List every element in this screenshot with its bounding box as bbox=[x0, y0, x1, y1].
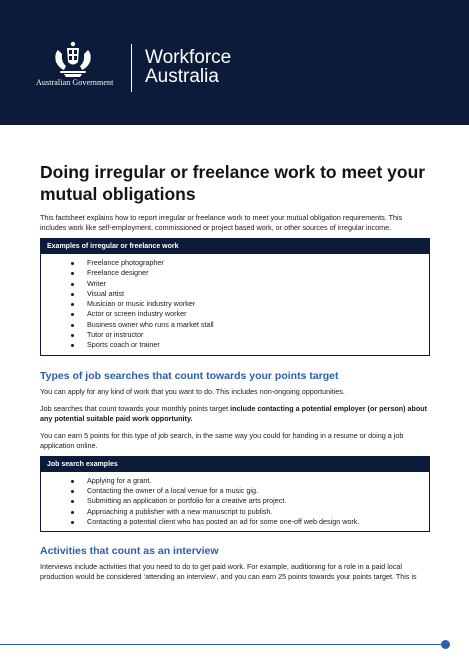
examples-box-heading: Examples of irregular or freelance work bbox=[41, 239, 429, 254]
list-item: Freelance photographer bbox=[41, 258, 429, 268]
list-item: Actor or screen industry worker bbox=[41, 309, 429, 319]
paragraph-text: Job searches that count towards your monthly points target bbox=[40, 403, 231, 413]
list-item: Writer bbox=[41, 279, 429, 289]
list-item: Sports coach or trainer bbox=[41, 340, 429, 350]
footer-dot bbox=[441, 640, 450, 649]
list-item: Contacting the owner of a local venue for a music gig. bbox=[41, 486, 429, 496]
list-item: Tutor or instructor bbox=[41, 330, 429, 340]
brand-line-1: Workforce bbox=[145, 47, 232, 68]
examples-box bbox=[40, 238, 430, 356]
coat-of-arms-icon bbox=[50, 40, 96, 78]
intro-paragraph: This factsheet explains how to report irregular or freelance work to meet your mutual obligation requirements. This includes work like self-employment, commissioned or project based work, or other sources of irregular income. bbox=[40, 213, 403, 232]
section1-paragraph-2 bbox=[40, 404, 430, 424]
list-item: Approaching a publisher with a new manuscript to publish. bbox=[41, 507, 429, 517]
section1-paragraph-1: You can apply for any kind of work that you want to do. This includes non-ongoing opportunities. bbox=[40, 386, 345, 396]
workforce-australia-logo bbox=[145, 48, 231, 86]
list-item: Contacting a potential client who has posted an ad for some one-off web design work. bbox=[41, 517, 429, 527]
footer-rule bbox=[0, 644, 446, 645]
brand-line-2: Australia bbox=[145, 66, 219, 87]
examples-list bbox=[41, 254, 429, 355]
section-heading-job-searches: Types of job searches that count towards your points target bbox=[40, 369, 339, 382]
page-title: Doing irregular or freelance work to meet your mutual obligations bbox=[40, 162, 426, 204]
list-item: Visual artist bbox=[41, 289, 429, 299]
section-heading-interview: Activities that count as an interview bbox=[40, 545, 219, 558]
list-item: Musician or music industry worker bbox=[41, 299, 429, 309]
section2-paragraph-1: Interviews include activities that you need to do to get paid work. For example, auditioning for a role in a paid local production would be considered ‘attending an interview’, and you can earn 25 points towards your points target. This is bbox=[40, 562, 417, 582]
government-label: Australian Government bbox=[36, 78, 114, 87]
page-header bbox=[0, 0, 469, 125]
document-body bbox=[40, 161, 430, 582]
job-search-box-heading: Job search examples bbox=[41, 457, 429, 472]
job-search-examples-box bbox=[40, 456, 430, 532]
section1-paragraph-3: You can earn 5 points for this type of job search, in the same way you could for handing in a resume or doing a job application online. bbox=[40, 430, 404, 450]
list-item: Applying for a grant. bbox=[41, 476, 429, 486]
list-item: Business owner who runs a market stall bbox=[41, 320, 429, 330]
job-search-list bbox=[41, 472, 429, 531]
list-item: Freelance designer bbox=[41, 268, 429, 278]
header-divider bbox=[131, 44, 132, 92]
list-item: Submitting an application or portfolio for a creative arts project. bbox=[41, 496, 429, 506]
paragraph-emphasis: include contacting a potential employer (or person) about any potential suitable paid work opportunity. bbox=[40, 403, 428, 423]
